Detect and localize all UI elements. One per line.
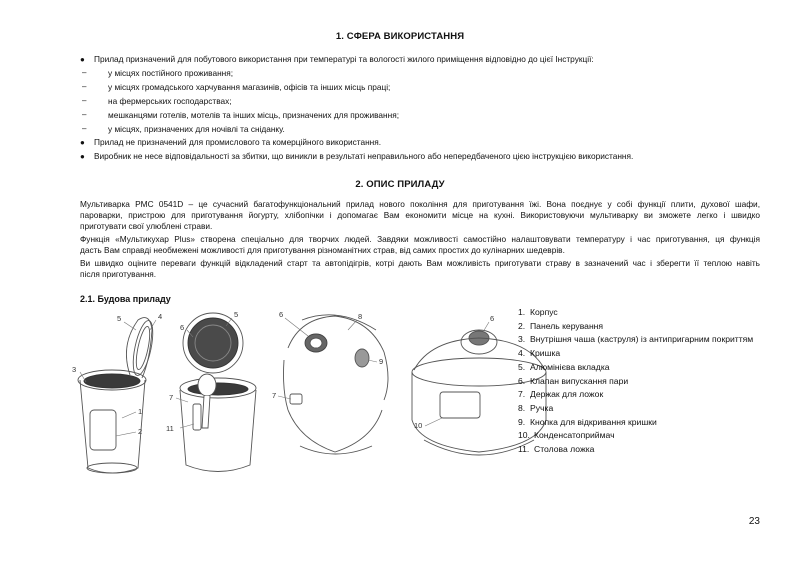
list-item: на фермерських господарствах; [108,96,232,106]
dash-icon: – [82,124,87,133]
callout-label: 3 [72,365,77,374]
callout-label: 6 [180,323,185,332]
callout-label: 1 [138,407,143,416]
section-1-title: 1. СФЕРА ВИКОРИСТАННЯ [335,31,465,42]
parts-legend [518,306,758,457]
figure-open-cooker [78,318,157,473]
legend-item: 2. Панель керування [518,320,604,331]
section-2-title: 2. ОПИС ПРИЛАДУ [355,179,445,190]
text-line: Функція «Мультикухар Plus» створена спеціально для творчих людей. Завдяки можливості самостійно налаштовувати температуру і час приготування, ця функція [80,234,760,244]
dash-icon: – [82,96,87,105]
callout-label: 6 [490,314,495,323]
legend-item: 4. Кришка [518,348,561,359]
callout-label: 5 [117,314,122,323]
text-line: приготувати свої улюблені страви. [80,221,213,231]
text-line: дасть Вам справді необмежені можливості для приготування різноманітних страв, від самих простих до кулінарних шедеврів. [80,245,565,255]
figure-lid-spoon [180,313,256,472]
legend-item: 6. Клапан випускання пари [518,375,629,386]
legend-item: 5. Алюмінієва вкладка [518,361,610,372]
bullet-icon: ● [80,152,85,161]
dash-icon: – [82,110,87,119]
text-line: пароварки, пристрою для приготування йогурту, хлібопічки і допомагає Вам економити місце на кухні. Використовуючи мультиварку ви зможете легко і швидко [80,210,760,220]
callout-label: 10 [414,421,423,430]
callout-label: 2 [138,427,143,436]
callout-label: 5 [234,310,239,319]
text-line: Ви швидко оціните переваги функцій відкладений старт та автопідігрів, котрі дають Вам можливість приготувати страву в зазначений час і зберегти її теплою навіть [80,258,760,268]
dash-icon: – [82,82,87,91]
bullet-icon: ● [80,55,85,64]
legend-item: 9. Кнопка для відкривання кришки [518,416,657,427]
list-item: у місцях постійного проживання; [108,68,234,78]
list-item: Виробник не несе відповідальності за збитки, що виникли в результаті неправильного або непередбаченого цією інструкцією використання. [94,151,634,161]
text-line: Мультиварка PMC 0541D – це сучасний багатофункціональний прилад нового покоління для приготування їжі. Вона поєднує у собі функції плити, духової шафи, [80,199,760,209]
callout-label: 8 [358,312,363,321]
list-item: Прилад призначений для побутового використання при температурі та вологості жилого приміщення відповідно до цієї Інструкції: [94,54,594,64]
subsection-title: 2.1. Будова приладу [80,294,171,304]
legend-item: 3. Внутрішня чаша (каструля) із антипригарним покриттям [518,334,754,345]
callout-label: 9 [379,357,384,366]
callout-label: 6 [279,310,284,319]
callout-label: 4 [158,312,163,321]
legend-item: 8. Ручка [518,402,554,413]
list-item: у місцях громадського харчування магазинів, офісів та інших місць праці; [108,82,391,92]
page-number: 23 [748,516,760,527]
legend-item: 1. Корпус [518,307,558,317]
legend-item: 11. Столова ложка [518,444,595,455]
figure-closed-front [284,315,389,454]
bullet-icon: ● [80,138,85,147]
callout-label: 7 [169,393,174,402]
legend-item: 10. Конденсатоприймач [518,430,615,441]
list-item: мешканцями готелів, мотелів та інших місць, призначених для проживання; [108,110,400,120]
callout-label: 7 [272,391,277,400]
callout-label: 11 [166,424,174,433]
list-item: у місцях, призначених для ночівлі та сніданку. [108,124,285,134]
list-item: Прилад не призначений для промислового та комерційного використання. [94,137,382,147]
text-line: після приготування. [80,269,157,279]
dash-icon: – [82,68,87,77]
legend-item: 7. Держак для ложок [518,389,604,400]
